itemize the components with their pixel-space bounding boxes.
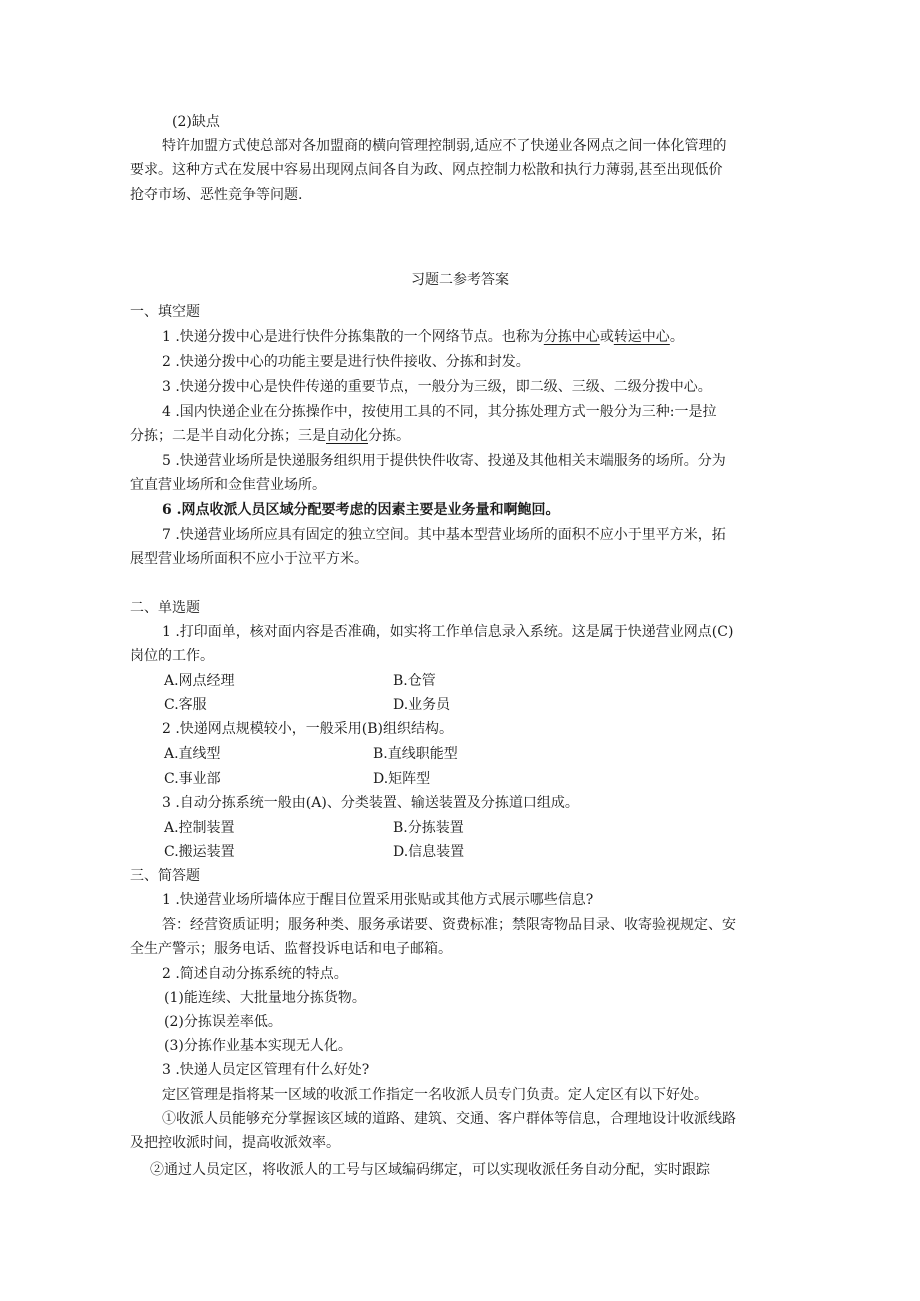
choice-question-1-cont: 岗位的工作。: [130, 648, 214, 664]
short-answer-2-item: (3)分拣作业基本实现无人化。: [164, 1038, 352, 1054]
option-d: D.矩阵型: [373, 771, 431, 787]
option-c: C.客服: [164, 697, 207, 713]
short-answer-3-item-1: ①收派人员能够充分掌握该区域的道路、建筑、交通、客户群体等信息，合理地设计收派线路: [162, 1111, 736, 1127]
answer-underlined: 自动化: [326, 428, 368, 444]
option-b: B.分拣装置: [393, 820, 464, 836]
answer-underlined: 分拣中心: [543, 329, 600, 345]
intro-heading: (2)缺点: [172, 114, 220, 130]
question-text: 分拣。: [368, 428, 410, 444]
fill-question-4-cont: [130, 424, 410, 448]
page-title: 习题二参考答案: [411, 272, 509, 288]
short-answer-2-item: (1)能连续、大批量地分拣货物。: [164, 990, 366, 1006]
question-text: 1 .快递分拨中心是进行快件分拣集散的一个网络节点。也称为: [162, 329, 544, 345]
question-text: 。: [669, 329, 684, 345]
option-d: D.业务员: [393, 697, 451, 713]
short-answer-1: 答：经营资质证明；服务种类、服务承诺要、资费标准；禁限寄物品目录、收寄验视规定、安: [162, 917, 736, 933]
short-answer-2-item: (2)分拣误差率低。: [164, 1014, 282, 1030]
short-answer-1-cont: 全生产警示；服务电话、监督投诉电话和电子邮箱。: [130, 941, 452, 957]
option-c: C.事业部: [164, 771, 221, 787]
fill-question-6: 6 .网点收派人员区域分配要考虑的因素主要是业务量和啊鲍回。: [162, 502, 560, 518]
intro-paragraph-line: 抢夺市场、恶性竞争等问题.: [130, 187, 303, 203]
question-text: 或: [599, 329, 614, 345]
question-text: 分拣；二是半自动化分拣；三是: [130, 428, 326, 444]
short-answer-3-intro: 定区管理是指将某一区域的收派工作指定一名收派人员专门负责。定人定区有以下好处。: [162, 1087, 708, 1103]
fill-question-5-cont: 宜直营业场所和佥隹营业场所。: [130, 477, 326, 493]
choice-question-3: 3 .自动分拣系统一般由(A)、分类装置、输送装置及分拣道口组成。: [162, 795, 579, 811]
option-a: A.网点经理: [164, 673, 235, 689]
option-c: C.搬运装置: [164, 844, 235, 860]
fill-question-2: 2 .快递分拨中心的功能主要是进行快件接收、分拣和封发。: [162, 354, 530, 370]
intro-paragraph-line: 要求。这种方式在发展中容易出现网点间各自为政、网点控制力松散和执行力薄弱,甚至出现低价: [130, 162, 723, 178]
fill-question-7-cont: 展型营业场所面积不应小于泣平方米。: [130, 551, 368, 567]
section-heading-short-answer: 三、简答题: [130, 868, 200, 884]
option-a: A.控制装置: [164, 820, 235, 836]
fill-question-5: 5 .快递营业场所是快递服务组织用于提供快件收寄、投递及其他相关末端服务的场所。分为: [162, 453, 726, 469]
short-question-2: 2 .简述自动分拣系统的特点。: [162, 966, 348, 982]
choice-question-1: 1 .打印面单，核对面内容是否准确，如实将工作单信息录入系统。这是属于快递营业网点(C): [162, 624, 734, 640]
short-question-3: 3 .快递人员定区管理有什么好处?: [162, 1062, 370, 1078]
intro-paragraph-line: 特许加盟方式使总部对各加盟商的横向管理控制弱,适应不了快递业各网点之间一体化管理的: [162, 138, 727, 154]
fill-question-1: [162, 325, 684, 349]
fill-question-4: 4 .国内快递企业在分拣操作中，按使用工具的不同，其分拣处理方式一般分为三种:一是拉: [162, 404, 717, 420]
option-b: B.仓管: [393, 673, 436, 689]
section-heading-fill-in: 一、填空题: [130, 304, 200, 320]
answer-underlined: 转运中心: [613, 329, 670, 345]
option-d: D.信息装置: [393, 844, 465, 860]
fill-question-3: 3 .快递分拨中心是快件传递的重要节点，一般分为三级，即二级、三级、二级分拨中心。: [162, 379, 712, 395]
option-b: B.直线职能型: [373, 746, 458, 762]
short-answer-3-item-1-cont: 及把控收派时间，提高收派效率。: [130, 1135, 340, 1151]
choice-question-2: 2 .快递网点规模较小，一般采用(B)组织结构。: [162, 721, 454, 737]
section-heading-single-choice: 二、单选题: [130, 600, 200, 616]
short-question-1: 1 .快递营业场所墙体应于醒目位置采用张贴或其他方式展示哪些信息?: [162, 892, 594, 908]
fill-question-7: 7 .快递营业场所应具有固定的独立空间。其中基本型营业场所的面积不应小于里平方米，拓: [162, 527, 726, 543]
short-answer-3-item-2: ②通过人员定区，将收派人的工号与区域编码绑定，可以实现收派任务自动分配，实时跟踪: [150, 1162, 710, 1178]
option-a: A.直线型: [164, 746, 221, 762]
